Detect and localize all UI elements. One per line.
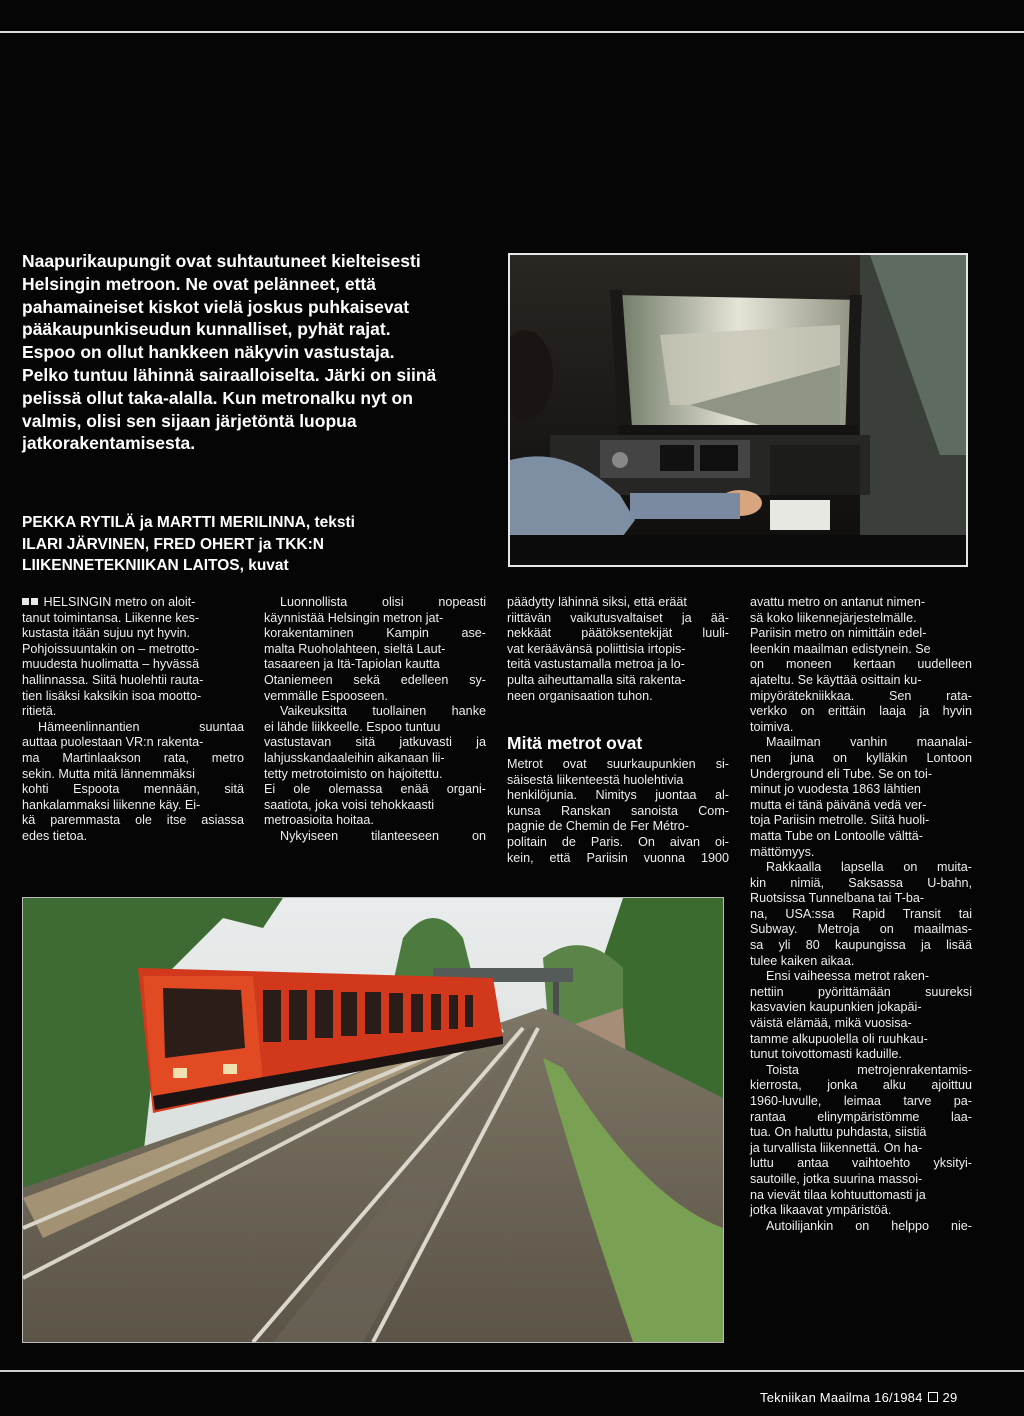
text-line: auttaa puolestaan VR:n rakenta- — [22, 735, 204, 750]
section-heading: Mitä metrot ovat — [507, 733, 643, 753]
text-line: Metrot ovat suurkaupunkien si- — [507, 757, 729, 771]
text-line: Ei ole olemassa enää organi- — [264, 782, 486, 797]
text-line: Subway. Metroja on maailmas- — [750, 922, 972, 937]
body-column-1 — [22, 595, 244, 845]
intro-line: pahamaineiset kiskot vielä joskus puhkaisevat — [22, 296, 410, 317]
text-line: nekkäät päätöksentekijät luuli- — [507, 626, 729, 641]
intro-line: pelissä ollut taka-alalla. Kun metronalku nyt on — [22, 387, 413, 408]
text-line: tamme alkupuolella oli ruuhkau- — [750, 1031, 928, 1046]
text-line: sa yli 80 kaupungissa ja lisää — [750, 938, 972, 953]
intro-line: pääkaupunkiseudun kunnalliset, pyhät rajat. — [22, 319, 391, 340]
intro-lead — [22, 250, 462, 455]
text-line: vat keräävänsä poliittisia irtopis- — [507, 641, 686, 656]
intro-line: Pelko tuntuu lähinnä sairaalloiselta. Järki on siinä — [22, 364, 437, 385]
text-line: HELSINGIN metro on aloit- — [22, 595, 244, 611]
text-line: verkko on erittäin laaja ja hyvin — [750, 704, 972, 719]
page-footer — [760, 1390, 957, 1405]
text-line: ajateltu. Se käyttää osittain ku- — [750, 672, 922, 687]
intro-line: Naapurikaupungit ovat suhtautuneet kielteisesti — [22, 251, 421, 271]
text-line: ei lähde liikkeelle. Espoo tuntuu — [264, 719, 441, 734]
intro-line: Espoo on ollut hankkeen näkyvin vastustaja. — [22, 342, 395, 363]
text-line: kein, että Pariisin vuonna 1900 — [507, 850, 729, 865]
text-line: minut jo vuodesta 1863 lähtien — [750, 782, 921, 797]
text-line: kunsa Ranskan sanoista Com- — [507, 803, 729, 818]
text-line: politain de Paris. On aivan oi- — [507, 834, 729, 849]
text-line: mipyörätekniikkaa. Sen rata- — [750, 688, 972, 703]
text-line: sautoille, jotka suurina massoi- — [750, 1171, 923, 1186]
text-line: henkilöjunia. Nimitys juontaa al- — [507, 788, 729, 803]
text-line: tanut toimintansa. Liikenne kes- — [22, 610, 200, 625]
body-column-3-continued — [507, 757, 729, 866]
text-line: matta Tube on Lontoolle välttä- — [750, 828, 923, 843]
text-line: Luonnollista olisi nopeasti — [280, 595, 486, 609]
text-line: toimiva. — [750, 719, 794, 734]
text-line: Underground eli Tube. Se on toi- — [750, 766, 933, 781]
text-line: Rakkaalla lapsella on muita- — [766, 860, 972, 875]
text-line: sekin. Mutta mitä lännemmäksi — [22, 766, 195, 781]
text-line: metroasioita hoitaa. — [264, 813, 374, 828]
bottom-rule — [0, 1370, 1024, 1372]
text-line: na vievät tilaa kohtuuttomasti ja — [750, 1187, 926, 1202]
byline-line: ILARI JÄRVINEN, FRED OHERT ja TKK:N — [22, 535, 324, 553]
text-line: kustasta itään sujuu nyt hyvin. — [22, 626, 191, 641]
text-line: päädytty lähinnä siksi, että eräät — [507, 595, 687, 609]
byline — [22, 512, 462, 577]
text-line: avattu metro on antanut nimen- — [750, 595, 926, 609]
text-line: Pohjoissuuntakin on – metrotto- — [22, 641, 200, 656]
text-line: pulta aiheuttamalla sitä rakenta- — [507, 672, 686, 687]
text-line: vastustavan sitä jatkuvasti ja — [264, 735, 486, 750]
text-line: korakentaminen Kampin ase- — [264, 626, 486, 641]
orange-metro-train-photo — [22, 897, 724, 1343]
text-line: hankalammaksi liikenne käy. Ei- — [22, 797, 201, 812]
text-line: Pariisin metro on nimittäin edel- — [750, 626, 927, 641]
text-line: rantaa elinympäristömme laa- — [750, 1109, 972, 1124]
text-line: ritietä. — [22, 704, 57, 719]
text-line: mutta ei tänä päivänä vedä ver- — [750, 797, 927, 812]
text-line: Ensi vaiheessa metrot raken- — [766, 969, 930, 984]
text-line: 1960-luvulle, leimaa tarve pa- — [750, 1094, 972, 1108]
metro-cab-photo — [508, 253, 968, 567]
text-line: kohti Espoota mennään, sitä — [22, 782, 244, 797]
intro-line: jatkorakentamisesta. — [22, 433, 196, 454]
section-marker-icon — [31, 598, 38, 605]
text-line: tetty metrotoimisto on hajoitettu. — [264, 766, 443, 781]
top-rule — [0, 31, 1024, 33]
text-line: nen juna on kylläkin Lontoon — [750, 750, 972, 765]
text-line: edes tietoa. — [22, 828, 88, 843]
text-line: säisestä liikenteestä huolehtivia — [507, 772, 684, 787]
text-line: Autoilijankin on helppo nie- — [766, 1218, 972, 1233]
body-column-4 — [750, 595, 972, 1234]
text-line: hallinnassa. Siitä huolehtii rauta- — [22, 672, 204, 687]
text-line: Vaikeuksitta tuollainen hanke — [280, 704, 486, 719]
text-line: Nykyiseen tilanteeseen on — [280, 828, 486, 843]
magazine-issue: Tekniikan Maailma 16/1984 — [760, 1390, 923, 1405]
text-line: Maailman vanhin maanalai- — [766, 735, 972, 750]
text-line: tua. On haluttu puhdasta, siistiä — [750, 1125, 927, 1140]
text-line: väistä elämää, mikä vuosisa- — [750, 1016, 912, 1031]
separator-square-icon — [928, 1392, 938, 1402]
text-line: saatiota, joka voisi tehokkaasti — [264, 797, 435, 812]
text-line: riittävän vaikutusvaltaiset ja ää- — [507, 610, 729, 625]
body-column-2 — [264, 595, 486, 845]
text-line: nettiin pyörittämään suureksi — [750, 984, 972, 999]
text-line: malta Ruoholahteen, sieltä Laut- — [264, 641, 446, 656]
text-line: ja turvallista liikennettä. On ha- — [750, 1140, 923, 1155]
text-line: tulee kaiken aikaa. — [750, 953, 855, 968]
text-line: kasvavien kaupunkien jokapäi- — [750, 1000, 922, 1015]
byline-line: PEKKA RYTILÄ ja MARTTI MERILINNA, teksti — [22, 514, 355, 531]
text-line: käynnistää Helsingin metron jat- — [264, 610, 444, 625]
text-line: leenkin maailman edistynein. Se — [750, 641, 931, 656]
text-line: kä paremmasta ole itse asiassa — [22, 813, 244, 828]
text-line: jotka likaavat ympäristöä. — [750, 1203, 892, 1218]
text-line: pagnie de Chemin de Fer Métro- — [507, 819, 690, 834]
text-line: tunut toivottomasti kaduille. — [750, 1047, 902, 1062]
text-line: kierrosta, jonka alku ajoittuu — [750, 1078, 972, 1093]
text-line: teitä vastustamalla metroa ja lo- — [507, 657, 685, 672]
text-line: mättömyys. — [750, 844, 815, 859]
section-marker-icon — [22, 598, 29, 605]
text-line: on moneen kertaan uudelleen — [750, 657, 972, 672]
text-line: Toista metrojenrakentamis- — [766, 1062, 972, 1077]
byline-line: LIIKENNETEKNIIKAN LAITOS, kuvat — [22, 557, 289, 574]
text-line: ma Martinlaakson rata, metro — [22, 750, 244, 765]
text-line: neen organisaation tuhon. — [507, 688, 653, 703]
intro-line: valmis, olisi sen sijaan järjetöntä luopua — [22, 410, 357, 431]
text-line: vemmälle Espooseen. — [264, 688, 388, 703]
text-line: luttu antaa vaihtoehto yksityi- — [750, 1156, 972, 1171]
text-line: kin nimiä, Saksassa U-bahn, — [750, 875, 972, 890]
text-line: tasaareen ja Itä-Tapiolan kautta — [264, 657, 440, 672]
intro-line: Helsingin metroon. Ne ovat pelänneet, että — [22, 273, 376, 294]
text-line: muudesta huolimatta – hyvässä — [22, 657, 200, 672]
text-line: Ruotsissa Tunnelbana tai T-ba- — [750, 891, 925, 906]
text-line: Otaniemeen sekä edelleen sy- — [264, 672, 486, 687]
text-line: tien lisäksi kaksikin isoa mootto- — [22, 688, 202, 703]
body-column-3 — [507, 595, 729, 704]
text-line: Hämeenlinnantien suuntaa — [38, 719, 244, 734]
text-line: sä koko liikennejärjestelmälle. — [750, 610, 917, 625]
text-line: toja Pariisin metrolle. Siitä huoli- — [750, 813, 930, 828]
text-line: lahjusskandaaleihin aikanaan lii- — [264, 750, 445, 765]
page-number: 29 — [942, 1390, 958, 1405]
text-line: na, USA:ssa Rapid Transit tai — [750, 906, 972, 921]
